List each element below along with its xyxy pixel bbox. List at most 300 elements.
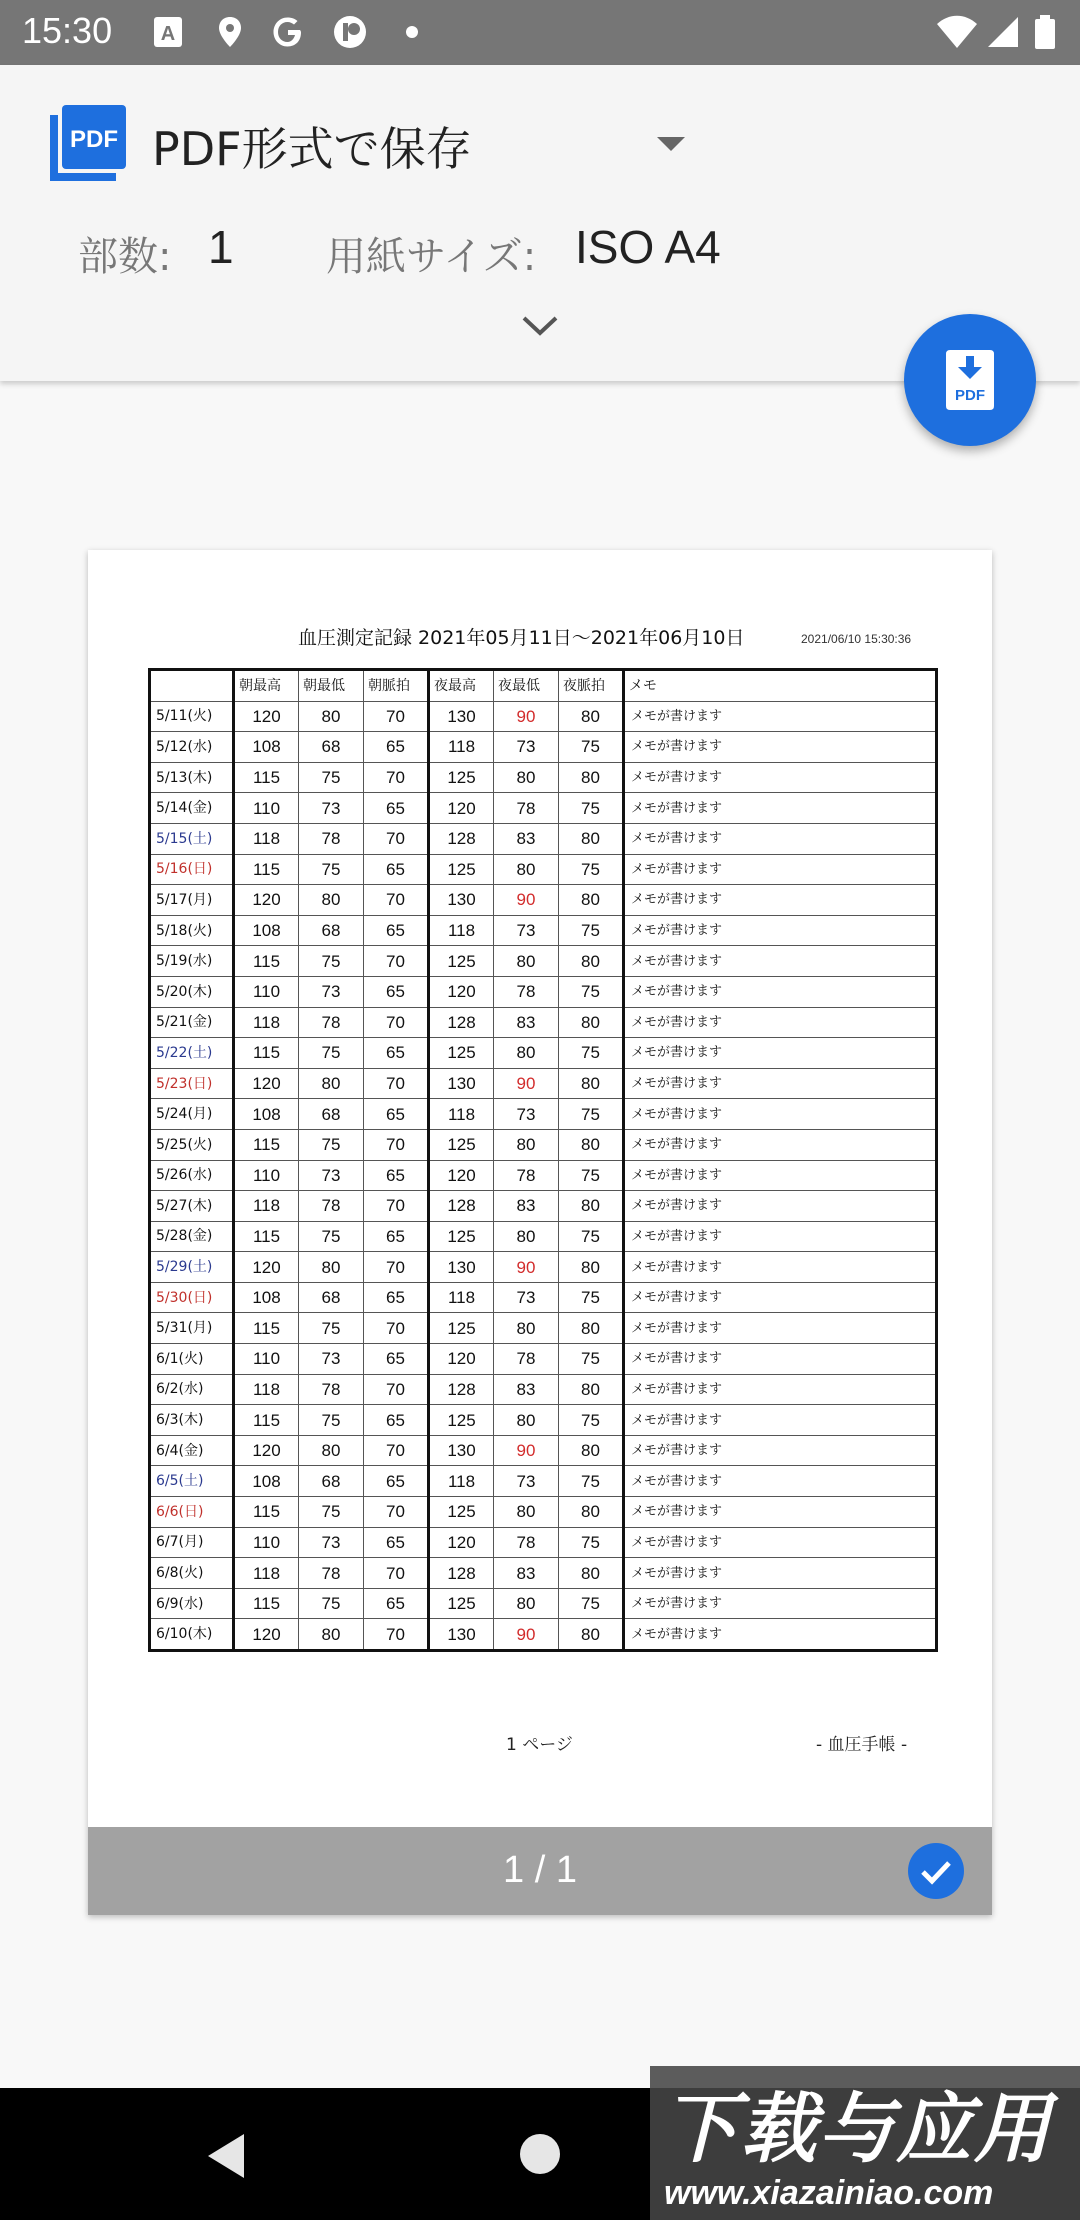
text-a-icon — [150, 14, 186, 50]
date-cell: 6/10(木) — [150, 1619, 234, 1651]
memo-cell: メモが書けます — [624, 854, 937, 885]
value-cell: 73 — [494, 1466, 559, 1497]
value-cell: 80 — [494, 1129, 559, 1160]
value-cell: 65 — [364, 976, 429, 1007]
table-row — [150, 885, 937, 916]
date-cell: 6/3(木) — [150, 1405, 234, 1436]
date-cell: 5/12(水) — [150, 732, 234, 763]
value-cell: 83 — [494, 1191, 559, 1222]
value-cell: 110 — [234, 1527, 299, 1558]
value-cell: 80 — [299, 885, 364, 916]
paper-size-value[interactable]: ISO A4 — [575, 221, 721, 273]
value-cell: 73 — [494, 1099, 559, 1130]
table-row — [150, 1282, 937, 1313]
table-row — [150, 1466, 937, 1497]
value-cell: 80 — [494, 946, 559, 977]
value-cell: 80 — [299, 1435, 364, 1466]
memo-cell: メモが書けます — [624, 1344, 937, 1375]
value-cell: 68 — [299, 915, 364, 946]
print-options-header — [0, 65, 1080, 381]
status-bar — [0, 0, 1080, 65]
value-cell: 75 — [559, 793, 624, 824]
table-row — [150, 1344, 937, 1375]
blood-pressure-table — [148, 668, 938, 1652]
document-footer: - 血圧手帳 - — [816, 1735, 908, 1755]
value-cell: 65 — [364, 1405, 429, 1436]
memo-cell: メモが書けます — [624, 1435, 937, 1466]
value-cell: 128 — [429, 1007, 494, 1038]
value-cell: 75 — [559, 732, 624, 763]
privacy-icon — [332, 14, 368, 50]
value-cell: 75 — [559, 915, 624, 946]
value-cell: 70 — [364, 946, 429, 977]
back-icon[interactable] — [204, 2132, 248, 2180]
memo-cell: メモが書けます — [624, 1068, 937, 1099]
value-cell: 70 — [364, 1252, 429, 1283]
value-cell: 110 — [234, 1160, 299, 1191]
memo-cell: メモが書けます — [624, 1007, 937, 1038]
value-cell: 70 — [364, 1068, 429, 1099]
value-cell: 75 — [559, 1588, 624, 1619]
status-time: 15:30 — [22, 10, 113, 51]
value-cell: 80 — [559, 1068, 624, 1099]
value-cell: 110 — [234, 793, 299, 824]
date-cell: 5/16(日) — [150, 854, 234, 885]
value-cell: 120 — [429, 793, 494, 824]
value-cell: 70 — [364, 762, 429, 793]
table-row — [150, 1619, 937, 1651]
watermark-url: www.xiazainiao.com — [664, 2174, 994, 2212]
value-cell: 83 — [494, 823, 559, 854]
value-cell: 80 — [559, 1252, 624, 1283]
save-pdf-button[interactable] — [904, 314, 1036, 446]
value-cell: 120 — [429, 1527, 494, 1558]
memo-cell: メモが書けます — [624, 1619, 937, 1651]
value-cell: 80 — [299, 701, 364, 732]
value-cell: 80 — [299, 1252, 364, 1283]
wifi-icon — [935, 14, 979, 50]
dot-icon — [402, 14, 438, 50]
value-cell: 70 — [364, 823, 429, 854]
page-indicator: 1 / 1 — [503, 1849, 577, 1891]
memo-cell: メモが書けます — [624, 885, 937, 916]
value-cell: 130 — [429, 1619, 494, 1651]
table-row — [150, 946, 937, 977]
value-cell: 68 — [299, 1466, 364, 1497]
date-cell: 6/2(水) — [150, 1374, 234, 1405]
date-cell: 5/19(水) — [150, 946, 234, 977]
page-preview[interactable] — [88, 550, 992, 1915]
date-cell: 5/30(日) — [150, 1282, 234, 1313]
value-cell: 80 — [494, 1313, 559, 1344]
value-cell: 115 — [234, 1313, 299, 1344]
document-title: 血圧測定記録 2021年05月11日～2021年06月10日 — [298, 627, 745, 649]
memo-cell: メモが書けます — [624, 1282, 937, 1313]
date-cell: 5/21(金) — [150, 1007, 234, 1038]
watermark — [650, 2066, 1080, 2220]
date-cell: 6/9(水) — [150, 1588, 234, 1619]
table-row — [150, 1558, 937, 1589]
google-g-icon — [270, 14, 306, 50]
value-cell: 120 — [234, 885, 299, 916]
value-cell: 70 — [364, 885, 429, 916]
memo-cell: メモが書けます — [624, 701, 937, 732]
value-cell: 90 — [494, 885, 559, 916]
home-icon[interactable] — [518, 2132, 562, 2176]
location-pin-icon — [212, 14, 248, 50]
value-cell: 128 — [429, 1558, 494, 1589]
date-cell: 5/26(水) — [150, 1160, 234, 1191]
value-cell: 70 — [364, 1374, 429, 1405]
value-cell: 118 — [429, 1466, 494, 1497]
memo-cell: メモが書けます — [624, 1313, 937, 1344]
date-cell: 5/22(土) — [150, 1038, 234, 1069]
value-cell: 65 — [364, 1099, 429, 1130]
value-cell: 70 — [364, 1435, 429, 1466]
memo-cell: メモが書けます — [624, 732, 937, 763]
value-cell: 65 — [364, 732, 429, 763]
date-cell: 6/8(火) — [150, 1558, 234, 1589]
date-cell: 5/25(火) — [150, 1129, 234, 1160]
value-cell: 78 — [299, 823, 364, 854]
value-cell: 78 — [494, 1527, 559, 1558]
value-cell: 73 — [299, 976, 364, 1007]
table-row — [150, 1435, 937, 1466]
date-cell: 6/7(月) — [150, 1527, 234, 1558]
value-cell: 90 — [494, 1252, 559, 1283]
table-row — [150, 1252, 937, 1283]
memo-cell: メモが書けます — [624, 1099, 937, 1130]
memo-cell: メモが書けます — [624, 976, 937, 1007]
value-cell: 125 — [429, 1129, 494, 1160]
value-cell: 80 — [299, 1619, 364, 1651]
memo-cell: メモが書けます — [624, 1374, 937, 1405]
value-cell: 78 — [494, 976, 559, 1007]
value-cell: 125 — [429, 1038, 494, 1069]
value-cell: 80 — [559, 946, 624, 977]
value-cell: 80 — [299, 1068, 364, 1099]
value-cell: 75 — [299, 1588, 364, 1619]
table-row — [150, 1160, 937, 1191]
value-cell: 115 — [234, 1588, 299, 1619]
table-row — [150, 976, 937, 1007]
table-row — [150, 854, 937, 885]
value-cell: 70 — [364, 1129, 429, 1160]
value-cell: 70 — [364, 1497, 429, 1528]
chevron-down-icon[interactable] — [520, 313, 560, 339]
value-cell: 75 — [559, 1099, 624, 1130]
value-cell: 80 — [494, 1038, 559, 1069]
value-cell: 80 — [559, 1191, 624, 1222]
value-cell: 120 — [429, 1160, 494, 1191]
date-cell: 6/6(日) — [150, 1497, 234, 1528]
value-cell: 125 — [429, 854, 494, 885]
value-cell: 83 — [494, 1374, 559, 1405]
value-cell: 70 — [364, 1313, 429, 1344]
date-cell: 5/24(月) — [150, 1099, 234, 1130]
value-cell: 80 — [559, 1129, 624, 1160]
memo-cell: メモが書けます — [624, 1527, 937, 1558]
value-cell: 90 — [494, 1619, 559, 1651]
value-cell: 110 — [234, 976, 299, 1007]
value-cell: 73 — [299, 1160, 364, 1191]
value-cell: 130 — [429, 1252, 494, 1283]
value-cell: 115 — [234, 1497, 299, 1528]
value-cell: 75 — [559, 1038, 624, 1069]
value-cell: 73 — [494, 915, 559, 946]
value-cell: 128 — [429, 1191, 494, 1222]
table-row — [150, 732, 937, 763]
value-cell: 128 — [429, 1374, 494, 1405]
value-cell: 75 — [559, 1221, 624, 1252]
value-cell: 73 — [299, 1344, 364, 1375]
table-row — [150, 1527, 937, 1558]
table-row — [150, 1374, 937, 1405]
value-cell: 80 — [494, 854, 559, 885]
value-cell: 73 — [299, 1527, 364, 1558]
memo-cell: メモが書けます — [624, 1221, 937, 1252]
value-cell: 115 — [234, 946, 299, 977]
value-cell: 125 — [429, 946, 494, 977]
value-cell: 65 — [364, 1038, 429, 1069]
memo-cell: メモが書けます — [624, 1191, 937, 1222]
table-row — [150, 1497, 937, 1528]
value-cell: 73 — [494, 1282, 559, 1313]
copies-label: 部数: — [78, 234, 172, 280]
value-cell: 75 — [559, 1405, 624, 1436]
value-cell: 75 — [559, 976, 624, 1007]
memo-cell: メモが書けます — [624, 1160, 937, 1191]
value-cell: 73 — [299, 793, 364, 824]
value-cell: 80 — [559, 1619, 624, 1651]
value-cell: 80 — [559, 1374, 624, 1405]
value-cell: 75 — [299, 762, 364, 793]
value-cell: 130 — [429, 885, 494, 916]
table-row — [150, 1129, 937, 1160]
value-cell: 65 — [364, 1160, 429, 1191]
value-cell: 78 — [299, 1558, 364, 1589]
value-cell: 80 — [559, 823, 624, 854]
value-cell: 120 — [234, 1619, 299, 1651]
column-header: 夜最高 — [429, 670, 494, 702]
paper-size-label: 用紙サイズ: — [326, 234, 537, 280]
date-cell: 5/23(日) — [150, 1068, 234, 1099]
value-cell: 80 — [559, 762, 624, 793]
value-cell: 75 — [559, 1466, 624, 1497]
date-cell: 5/15(土) — [150, 823, 234, 854]
value-cell: 118 — [234, 1191, 299, 1222]
value-cell: 80 — [559, 701, 624, 732]
value-cell: 80 — [559, 1497, 624, 1528]
value-cell: 65 — [364, 1588, 429, 1619]
value-cell: 75 — [559, 1160, 624, 1191]
value-cell: 118 — [429, 1282, 494, 1313]
value-cell: 128 — [429, 823, 494, 854]
value-cell: 80 — [559, 1435, 624, 1466]
value-cell: 75 — [559, 854, 624, 885]
value-cell: 125 — [429, 1588, 494, 1619]
value-cell: 120 — [234, 701, 299, 732]
memo-cell: メモが書けます — [624, 1466, 937, 1497]
memo-cell: メモが書けます — [624, 1038, 937, 1069]
table-row — [150, 1099, 937, 1130]
value-cell: 65 — [364, 854, 429, 885]
table-row — [150, 1007, 937, 1038]
value-cell: 118 — [234, 1374, 299, 1405]
date-cell: 5/28(金) — [150, 1221, 234, 1252]
value-cell: 78 — [494, 1160, 559, 1191]
value-cell: 68 — [299, 1282, 364, 1313]
date-cell: 6/4(金) — [150, 1435, 234, 1466]
signal-icon — [985, 14, 1021, 50]
value-cell: 125 — [429, 1405, 494, 1436]
value-cell: 118 — [234, 1558, 299, 1589]
value-cell: 118 — [234, 823, 299, 854]
value-cell: 115 — [234, 854, 299, 885]
memo-cell: メモが書けます — [624, 915, 937, 946]
value-cell: 65 — [364, 1527, 429, 1558]
value-cell: 90 — [494, 1068, 559, 1099]
date-cell: 5/11(火) — [150, 701, 234, 732]
value-cell: 78 — [494, 1344, 559, 1375]
value-cell: 118 — [429, 1099, 494, 1130]
table-row — [150, 1405, 937, 1436]
memo-cell: メモが書けます — [624, 823, 937, 854]
value-cell: 65 — [364, 1344, 429, 1375]
value-cell: 80 — [559, 1558, 624, 1589]
date-cell: 5/17(月) — [150, 885, 234, 916]
date-cell: 5/27(木) — [150, 1191, 234, 1222]
value-cell: 78 — [299, 1191, 364, 1222]
document-page-label: 1 ページ — [506, 1735, 573, 1755]
svg-text:PDF: PDF — [70, 126, 118, 153]
value-cell: 80 — [494, 1405, 559, 1436]
pdf-file-icon — [50, 105, 126, 181]
date-cell: 6/1(火) — [150, 1344, 234, 1375]
column-header: 夜最低 — [494, 670, 559, 702]
table-row — [150, 1588, 937, 1619]
value-cell: 83 — [494, 1558, 559, 1589]
value-cell: 78 — [299, 1007, 364, 1038]
value-cell: 83 — [494, 1007, 559, 1038]
table-row — [150, 1313, 937, 1344]
memo-cell: メモが書けます — [624, 762, 937, 793]
table-row — [150, 823, 937, 854]
date-cell: 5/14(金) — [150, 793, 234, 824]
watermark-text: 下载与应用 — [662, 2084, 1052, 2173]
value-cell: 130 — [429, 1068, 494, 1099]
value-cell: 120 — [234, 1068, 299, 1099]
value-cell: 75 — [299, 1221, 364, 1252]
battery-icon — [1032, 14, 1058, 50]
table-row — [150, 1191, 937, 1222]
svg-text:A: A — [160, 23, 176, 45]
date-cell: 5/31(月) — [150, 1313, 234, 1344]
value-cell: 75 — [299, 946, 364, 977]
value-cell: 125 — [429, 1313, 494, 1344]
table-row — [150, 915, 937, 946]
value-cell: 65 — [364, 1221, 429, 1252]
copies-value[interactable]: 1 — [208, 221, 234, 273]
table-row — [150, 793, 937, 824]
value-cell: 80 — [559, 885, 624, 916]
table-header-row — [150, 670, 937, 702]
value-cell: 115 — [234, 1129, 299, 1160]
pdf-download-icon — [942, 350, 998, 410]
table-row — [150, 1068, 937, 1099]
date-cell: 5/29(土) — [150, 1252, 234, 1283]
value-cell: 80 — [494, 1221, 559, 1252]
value-cell: 70 — [364, 701, 429, 732]
value-cell: 110 — [234, 1344, 299, 1375]
value-cell: 70 — [364, 1191, 429, 1222]
value-cell: 68 — [299, 1099, 364, 1130]
value-cell: 75 — [559, 1344, 624, 1375]
page-select-checkbox[interactable] — [908, 1843, 964, 1899]
value-cell: 80 — [494, 1588, 559, 1619]
value-cell: 115 — [234, 762, 299, 793]
page-indicator-bar — [88, 1827, 992, 1915]
value-cell: 75 — [299, 1038, 364, 1069]
value-cell: 78 — [299, 1374, 364, 1405]
date-cell: 5/13(木) — [150, 762, 234, 793]
memo-cell: メモが書けます — [624, 946, 937, 977]
value-cell: 80 — [494, 762, 559, 793]
table-row — [150, 1221, 937, 1252]
svg-text:PDF: PDF — [955, 387, 985, 404]
value-cell: 108 — [234, 915, 299, 946]
value-cell: 118 — [429, 732, 494, 763]
column-header: 朝最低 — [299, 670, 364, 702]
value-cell: 75 — [299, 1405, 364, 1436]
value-cell: 65 — [364, 1282, 429, 1313]
value-cell: 65 — [364, 793, 429, 824]
dropdown-arrow-icon[interactable] — [655, 135, 687, 153]
column-header: メモ — [624, 670, 937, 702]
value-cell: 70 — [364, 1619, 429, 1651]
date-cell: 5/20(木) — [150, 976, 234, 1007]
value-cell: 125 — [429, 1497, 494, 1528]
value-cell: 75 — [299, 854, 364, 885]
memo-cell: メモが書けます — [624, 793, 937, 824]
document-timestamp: 2021/06/10 15:30:36 — [801, 632, 912, 646]
value-cell: 130 — [429, 1435, 494, 1466]
column-header: 朝最高 — [234, 670, 299, 702]
column-header — [150, 670, 234, 702]
memo-cell: メモが書けます — [624, 1252, 937, 1283]
value-cell: 108 — [234, 1282, 299, 1313]
check-circle-icon — [908, 1843, 964, 1899]
value-cell: 108 — [234, 1466, 299, 1497]
memo-cell: メモが書けます — [624, 1558, 937, 1589]
table-row — [150, 701, 937, 732]
value-cell: 80 — [559, 1313, 624, 1344]
value-cell: 75 — [299, 1497, 364, 1528]
column-header: 朝脈拍 — [364, 670, 429, 702]
value-cell: 75 — [299, 1313, 364, 1344]
value-cell: 115 — [234, 1221, 299, 1252]
value-cell: 65 — [364, 1466, 429, 1497]
memo-cell: メモが書けます — [624, 1497, 937, 1528]
value-cell: 75 — [299, 1129, 364, 1160]
value-cell: 130 — [429, 701, 494, 732]
value-cell: 115 — [234, 1405, 299, 1436]
printer-selector[interactable]: PDF形式で保存 — [152, 122, 472, 176]
value-cell: 73 — [494, 732, 559, 763]
value-cell: 118 — [234, 1007, 299, 1038]
value-cell: 75 — [559, 1282, 624, 1313]
value-cell: 68 — [299, 732, 364, 763]
